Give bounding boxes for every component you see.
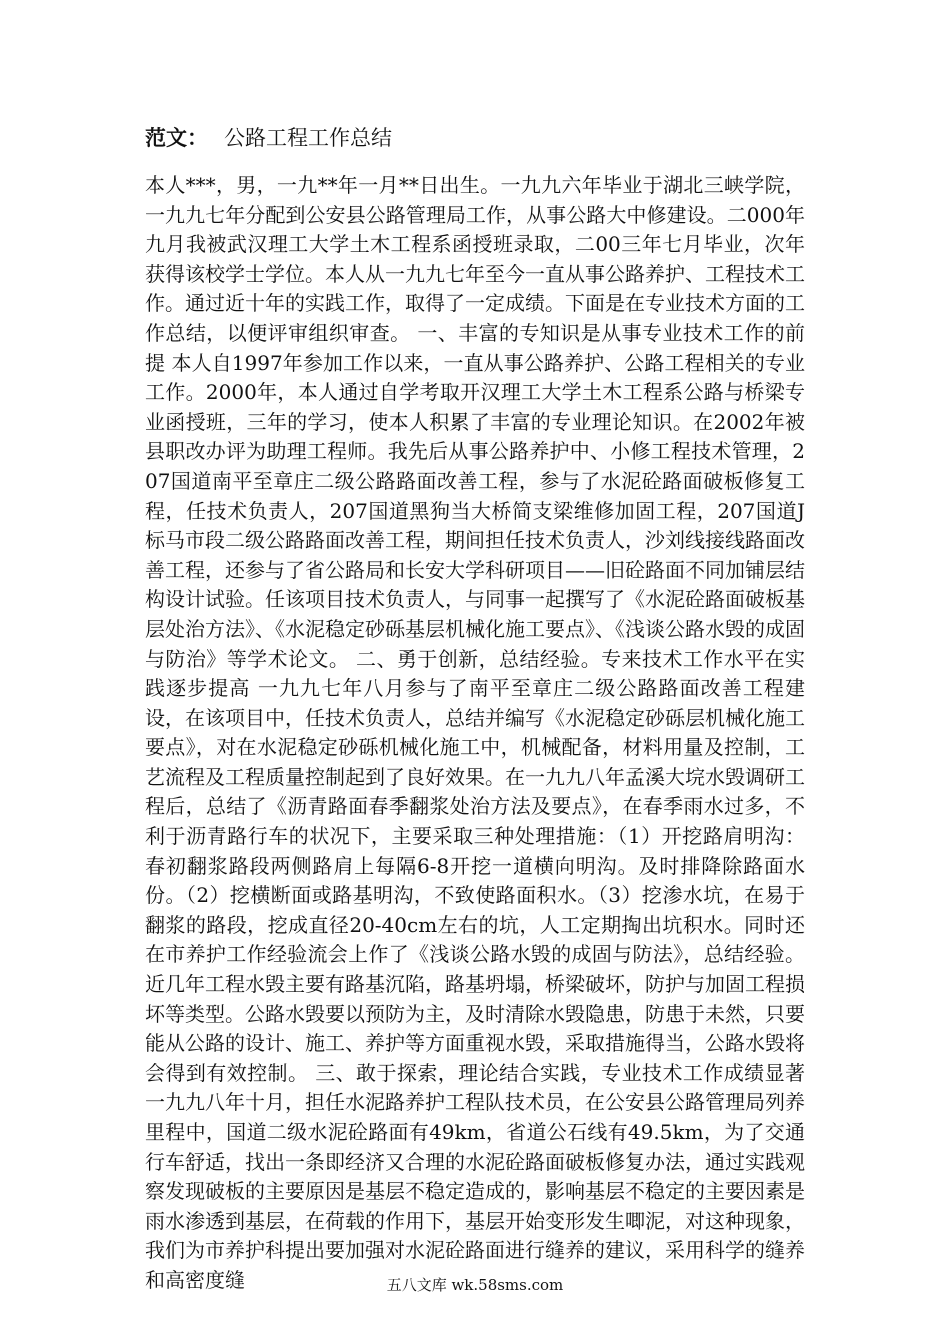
page-footer: 五八文库 wk.58sms.com xyxy=(386,1276,564,1294)
document-title xyxy=(145,124,392,152)
title-text: 公路工程工作总结 xyxy=(224,126,392,150)
document-body: 本人***，男，一九**年一月**日出生。一九九六年毕业于湖北三峡学院，一九九七年分配到公安县公路管理局工作，从事公路大中修建设。二000年九月我被武汉理工大学土木工程系函授班录取，二00三年七月毕业，次年获得该校学士学位。本人从一九九七年至今一直从事公路养护、工程技术工作。通过近十年的实践工作，取得了一定成绩。下面是在专业技术方面的工作总结，以便评审组织审查。 一、丰富的专知识是从事专业技术工作的前提 本人自1997年参加工作以来，一直从事公路养护、公路工程相关的专业工作。2000年，本人通过自学考取开汉理工大学土木工程系公路与桥梁专业函授班，三年的学习，使本人积累了丰富的专业理论知识。在2002年被县职改办评为助理工程师。我先后从事公路养护中、小修工程技术管理，207国道南平至章庄二级公路路面改善工程，参与了水泥砼路面破板修复工程，任技术负责人，207国道黑狗当大桥简支梁维修加固工程，207国道J标马市段二级公路路面改善工程，期间担任技术负责人，沙刘线接线路面改善工程，还参与了省公路局和长安大学科研项目——旧砼路面不同加铺层结构设计试验。任该项目技术负责人，与同事一起撰写了《水泥砼路面破板基层处治方法》、《水泥稳定砂砾基层机械化施工要点》、《浅谈公路水毁的成固与防治》等学术论文。 二、勇于创新，总结经验。专来技术工作水平在实践逐步提高 一九九七年八月参与了南平至章庄二级公路路面改善工程建设，在该项目中，任技术负责人，总结并编写《水泥稳定砂砾层机械化施工要点》，对在水泥稳定砂砾机械化施工中，机械配备，材料用量及控制，工艺流程及工程质量控制起到了良好效果。在一九九八年孟溪大垸水毁调研工程后，总结了《沥青路面春季翻浆处治方法及要点》，在春季雨水过多，不利于沥青路行车的状况下，主要采取三种处理措施：（1）开挖路肩明沟：春初翻浆路段两侧路肩上每隔6-8开挖一道横向明沟。及时排降除路面水份。（2）挖横断面或路基明沟，不致使路面积水。（3）挖渗水坑，在易于翻浆的路段，挖成直径20-40cm左右的坑，人工定期掏出坑积水。同时还在市养护工作经验流会上作了《浅谈公路水毁的成固与防法》，总结经验。近几年工程水毁主要有路基沉陷，路基坍塌，桥梁破坏，防护与加固工程损坏等类型。公路水毁要以预防为主，及时清除水毁隐患，防患于未然，只要能从公路的设计、施工、养护等方面重视水毁，采取措施得当，公路水毁将会得到有效控制。 三、敢于探索，理论结合实践，专业技术工作成绩显著 一九九八年十月，担任水泥路养护工程队技术员，在公安县公路管理局列养里程中，国道二级水泥砼路面有49km，省道公石线有49.5km，为了交通行车舒适，找出一条即经济又合理的水泥砼路面破板修复办法，通过实践观察发现破板的主要原因是基层不稳定造成的，影响基层不稳定的主要因素是雨水渗透到基层，在荷载的作用下，基层开始变形发生唧泥，对这种现象，我们为市养护科提出要加强对水泥砼路面进行缝养的建议，采用科学的缝养和高密度缝 xyxy=(145,173,805,1292)
title-label: 范文： xyxy=(145,125,208,150)
